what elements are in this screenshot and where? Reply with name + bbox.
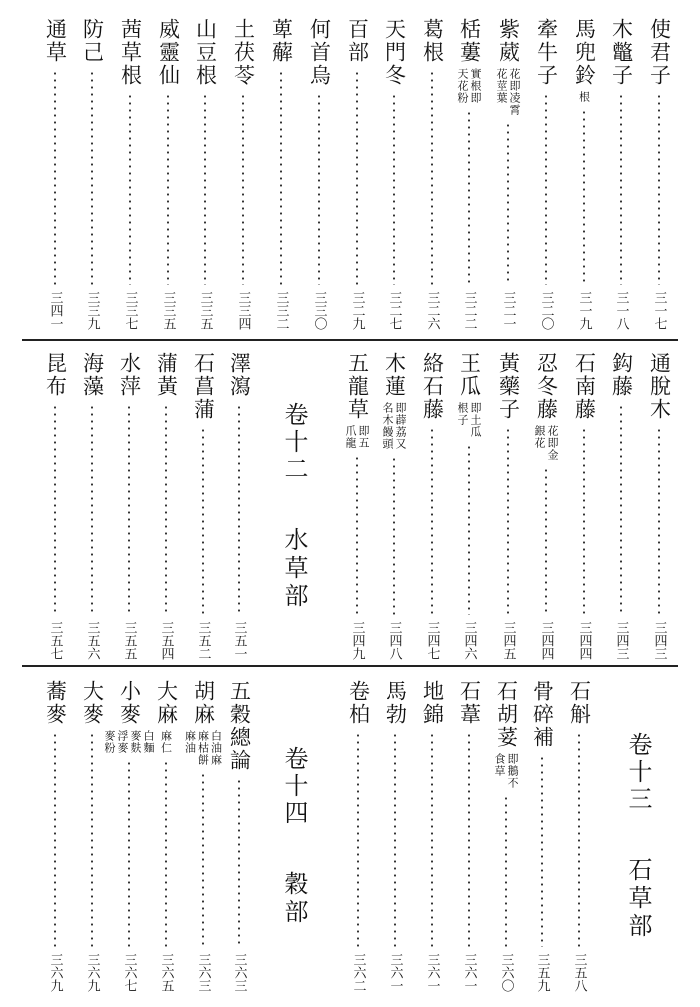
toc-entry: [642, 18, 676, 330]
toc-entry: [75, 352, 109, 660]
entry-page: 三五五: [121, 621, 137, 660]
entry-name: 牽牛子: [534, 18, 559, 87]
entry-name: 萆薢: [269, 18, 294, 64]
leader-dots: [242, 93, 244, 285]
entry-name: 紫葳: [496, 18, 521, 64]
leader-dots: [507, 122, 509, 285]
entry-name: 山豆根: [193, 18, 218, 87]
leader-dots: [54, 732, 56, 947]
leader-dots: [238, 404, 240, 615]
entry-name: 葛根: [420, 18, 445, 64]
entry-name: 防己: [80, 18, 105, 64]
toc-entry: [183, 680, 223, 992]
section-title: 石草部: [624, 856, 652, 941]
leader-dots: [356, 455, 358, 615]
entry-page: 三五二: [195, 621, 211, 660]
entry-name: 五穀總論: [227, 680, 252, 772]
leader-dots: [91, 732, 93, 947]
entry-note: 白油麻 麻枯餅 麻油: [183, 730, 223, 766]
entry-page: 三三四: [235, 291, 251, 330]
entry-page: 三五一: [231, 621, 247, 660]
entry-name: 昆布: [43, 352, 68, 398]
section-divider: [22, 665, 678, 667]
leader-dots: [507, 427, 509, 615]
leader-dots: [54, 404, 56, 615]
leader-dots: [129, 93, 131, 285]
toc-entry: [489, 680, 523, 992]
toc-entry: [415, 352, 449, 660]
entry-page: 三三二: [273, 291, 289, 330]
section-divider: [22, 339, 678, 341]
toc-entry: [149, 680, 183, 992]
leader-dots: [583, 109, 585, 285]
entry-page: 三六三: [195, 953, 211, 992]
entry-page: 三二〇: [538, 291, 554, 330]
entry-page: 三二一: [500, 291, 516, 330]
leader-dots: [393, 456, 395, 615]
entry-page: 三二九: [349, 291, 365, 330]
volume-number: 卷十三: [624, 731, 652, 813]
volume-heading: [274, 680, 314, 992]
toc-entry: [562, 680, 596, 992]
leader-dots: [165, 404, 167, 615]
toc-entry: [377, 352, 411, 660]
leader-dots: [468, 732, 470, 947]
entry-name: 海藻: [80, 352, 105, 398]
entry-page: 三一九: [576, 291, 592, 330]
entry-page: 三二六: [424, 291, 440, 330]
toc-entry: [186, 352, 220, 660]
entry-name: 澤瀉: [227, 352, 252, 398]
volume-number: 卷十二: [280, 401, 308, 483]
leader-dots: [545, 467, 547, 615]
entry-page: 三三〇: [311, 291, 327, 330]
toc-band-3: [22, 680, 678, 992]
toc-entry: [112, 352, 146, 660]
leader-dots: [357, 732, 359, 947]
entry-name: 鈎藤: [609, 352, 634, 398]
entry-page: 三三五: [160, 291, 176, 330]
toc-entry: [340, 352, 374, 660]
entry-name: 通脫木: [647, 352, 672, 421]
entry-name: 威靈仙: [156, 18, 181, 87]
toc-entry: [604, 18, 638, 330]
leader-dots: [54, 70, 56, 285]
entry-page: 三一八: [613, 291, 629, 330]
toc-band-2: [22, 352, 678, 660]
toc-entry: [377, 18, 411, 330]
entry-name: 小麥: [117, 680, 142, 726]
entry-name: 水萍: [117, 352, 142, 398]
toc-entry: [529, 18, 563, 330]
toc-band-1: [22, 18, 678, 330]
entry-page: 三六九: [47, 953, 63, 992]
volume-heading: [618, 680, 658, 992]
entry-name: 石葦: [457, 680, 482, 726]
entry-name: 木蓮: [382, 352, 407, 398]
entry-name: 絡石藤: [420, 352, 445, 421]
toc-entry: [525, 680, 559, 992]
toc-entry: [491, 352, 525, 660]
toc-entry: [567, 352, 601, 660]
leader-dots: [468, 444, 470, 615]
toc-entry: [452, 18, 486, 330]
toc-entry: [38, 352, 72, 660]
leader-dots: [541, 755, 543, 947]
entry-page: 三四九: [349, 621, 365, 660]
leader-dots: [202, 772, 204, 947]
entry-page: 三六三: [231, 953, 247, 992]
toc-entry: [302, 18, 336, 330]
entry-page: 三六五: [158, 953, 174, 992]
entry-page: 三五七: [47, 621, 63, 660]
toc-entry: [38, 680, 72, 992]
entry-page: 三五六: [84, 621, 100, 660]
entry-page: 三六七: [121, 953, 137, 992]
leader-dots: [202, 427, 204, 615]
entry-page: 三四六: [461, 621, 477, 660]
entry-name: 石南藤: [572, 352, 597, 421]
leader-dots: [658, 93, 660, 285]
toc-entry: [222, 680, 256, 992]
toc-entry: [340, 18, 374, 330]
entry-note: 花即金 銀花: [533, 425, 559, 461]
leader-dots: [356, 70, 358, 285]
section-title: 水草部: [280, 526, 308, 611]
leader-dots: [91, 70, 93, 285]
entry-name: 使君子: [647, 18, 672, 87]
entry-page: 三六二: [350, 953, 366, 992]
entry-page: 三六一: [461, 953, 477, 992]
leader-dots: [468, 110, 470, 285]
entry-name: 蕎麥: [43, 680, 68, 726]
toc-entry: [113, 18, 147, 330]
entry-page: 三四三: [613, 621, 629, 660]
entry-name: 石胡荽: [494, 680, 519, 749]
entry-note: 花即凌霄 花莖葉: [495, 68, 521, 116]
entry-note: 白麵 麥麩 浮麥 麥粉: [103, 730, 155, 754]
toc-entry: [226, 18, 260, 330]
toc-entry: [188, 18, 222, 330]
entry-name: 骨碎補: [530, 680, 555, 749]
entry-name: 通草: [43, 18, 68, 64]
toc-entry: [222, 352, 256, 660]
leader-dots: [280, 70, 282, 285]
toc-entry: [38, 18, 72, 330]
entry-name: 木鼈子: [609, 18, 634, 87]
entry-name: 卷柏: [346, 680, 371, 726]
entry-note: 根: [577, 91, 591, 103]
leader-dots: [393, 93, 395, 285]
leader-dots: [583, 427, 585, 615]
leader-dots: [318, 93, 320, 285]
volume-number: 卷十四: [280, 745, 308, 827]
toc-entry: [415, 18, 449, 330]
toc-entry: [415, 680, 449, 992]
leader-dots: [545, 93, 547, 285]
entry-name: 天門冬: [382, 18, 407, 87]
leader-dots: [620, 93, 622, 285]
entry-note: 即土瓜 根子: [456, 402, 482, 438]
volume-heading: [274, 352, 314, 660]
entry-page: 三六一: [387, 953, 403, 992]
leader-dots: [128, 760, 130, 947]
entry-page: 三三七: [122, 291, 138, 330]
toc-entry: [567, 18, 601, 330]
toc-entry: [75, 680, 109, 992]
entry-note: 實根即 天花粉: [456, 68, 482, 104]
leader-dots: [167, 93, 169, 285]
entry-page: 三二七: [386, 291, 402, 330]
toc-entry: [642, 352, 676, 660]
entry-name: 大麥: [80, 680, 105, 726]
entry-page: 三三五: [197, 291, 213, 330]
entry-name: 馬勃: [383, 680, 408, 726]
leader-dots: [431, 732, 433, 947]
toc-entry: [264, 18, 298, 330]
entry-page: 三四八: [386, 621, 402, 660]
entry-note: 即五 爪龍: [344, 425, 370, 449]
entry-page: 三五四: [158, 621, 174, 660]
toc-entry: [604, 352, 638, 660]
entry-name: 胡麻: [191, 680, 216, 726]
toc-entry: [103, 680, 155, 992]
leader-dots: [204, 93, 206, 285]
entry-page: 三三九: [84, 291, 100, 330]
entry-name: 五龍草: [345, 352, 370, 421]
entry-page: 三四一: [47, 291, 63, 330]
entry-note: 麻仁: [159, 730, 173, 754]
leader-dots: [91, 404, 93, 615]
toc-entry: [149, 352, 183, 660]
entry-name: 栝蔞: [457, 18, 482, 64]
entry-page: 三四四: [538, 621, 554, 660]
entry-page: 三四四: [576, 621, 592, 660]
entry-name: 土茯苓: [231, 18, 256, 87]
leader-dots: [165, 760, 167, 947]
entry-name: 馬兜鈴: [572, 18, 597, 87]
section-title: 穀部: [280, 870, 308, 927]
leader-dots: [658, 427, 660, 615]
entry-note: 即薜荔又 名木饅頭: [381, 402, 407, 450]
entry-name: 大麻: [154, 680, 179, 726]
leader-dots: [431, 70, 433, 285]
toc-entry: [452, 680, 486, 992]
entry-name: 何首烏: [307, 18, 332, 87]
leader-dots: [620, 404, 622, 615]
entry-name: 百部: [345, 18, 370, 64]
entry-name: 石菖蒲: [191, 352, 216, 421]
toc-entry: [491, 18, 525, 330]
leader-dots: [394, 732, 396, 947]
entry-name: 蒲黃: [154, 352, 179, 398]
entry-name: 地錦: [420, 680, 445, 726]
entry-page: 三六〇: [498, 953, 514, 992]
toc-entry: [75, 18, 109, 330]
toc-entry: [151, 18, 185, 330]
entry-name: 王瓜: [457, 352, 482, 398]
entry-page: 三二二: [461, 291, 477, 330]
toc-entry: [529, 352, 563, 660]
entry-name: 茜草根: [118, 18, 143, 87]
entry-page: 三六一: [424, 953, 440, 992]
leader-dots: [578, 732, 580, 947]
entry-page: 三四七: [424, 621, 440, 660]
leader-dots: [431, 427, 433, 615]
leader-dots: [238, 778, 240, 947]
entry-page: 三六九: [84, 953, 100, 992]
toc-entry: [378, 680, 412, 992]
entry-page: 三四五: [500, 621, 516, 660]
entry-name: 石斛: [567, 680, 592, 726]
leader-dots: [505, 795, 507, 947]
toc-entry: [452, 352, 486, 660]
entry-name: 忍冬藤: [534, 352, 559, 421]
entry-page: 三四三: [651, 621, 667, 660]
leader-dots: [128, 404, 130, 615]
entry-name: 黃藥子: [496, 352, 521, 421]
entry-note: 即鵝不 食草: [493, 753, 519, 789]
entry-page: 三五八: [571, 953, 587, 992]
entry-page: 三五九: [534, 953, 550, 992]
entry-page: 三一七: [651, 291, 667, 330]
toc-entry: [341, 680, 375, 992]
